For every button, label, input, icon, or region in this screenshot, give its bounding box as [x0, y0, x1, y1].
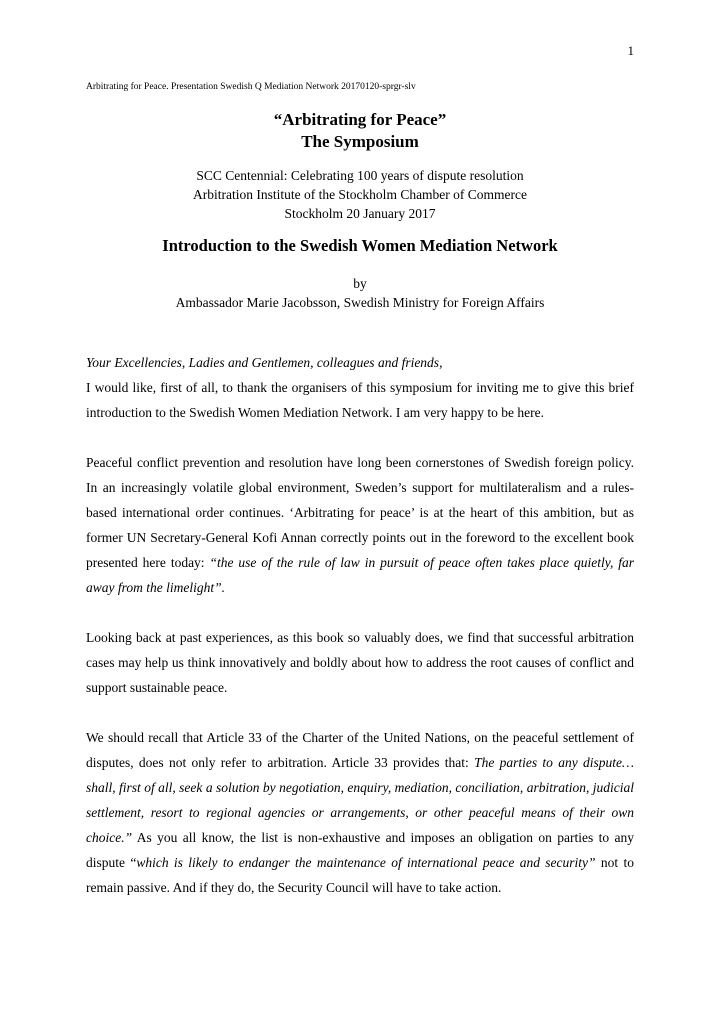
- title-line-1: “Arbitrating for Peace”: [273, 110, 447, 129]
- salutation: Your Excellencies, Ladies and Gentlemen, colleagues and friends,: [86, 355, 443, 370]
- page-number: 1: [627, 43, 634, 58]
- paragraph-4-quote-1: The parties to any dispute… shall, first of all, seek a solution by negotiation, enquiry, mediation, conciliation, arbitration, judicial settlement, resort to regional agencies or arrangements, or other peaceful means of their own choice.”: [86, 755, 634, 845]
- section-title: Introduction to the Swedish Women Mediation Network: [162, 236, 558, 255]
- byline-author: Ambassador Marie Jacobsson, Swedish Ministry for Foreign Affairs: [175, 295, 545, 310]
- paragraph-2-text: Peaceful conflict prevention and resolution have long been cornerstones of Swedish foreign policy. In an increasingly volatile global environment, Sweden’s support for multilateralism and a rules-based international order continues. ‘Arbitrating for peace’ is at the heart of this ambition, but as former UN Secretary-General Kofi Annan correctly points out in the foreword to the excellent book presented here today:: [86, 455, 634, 570]
- conference-info: [86, 166, 634, 223]
- paragraph-4-text-a: We should recall that Article 33 of the Charter of the United Nations, on the peaceful settlement of disputes, does not only refer to arbitration. Article 33 provides that:: [86, 730, 634, 770]
- byline: [86, 274, 634, 312]
- paragraph-4-text-b: As you all know, the list is non-exhaustive and imposes an obligation on parties to any dispute “: [86, 830, 634, 870]
- paragraph-3: Looking back at past experiences, as this book so valuably does, we find that successful arbitration cases may help us think innovatively and boldly about how to address the root causes of conflict and support sustainable peace.: [86, 630, 634, 695]
- title-line-2: The Symposium: [301, 132, 419, 151]
- paragraph-2-quote: “the use of the rule of law in pursuit of peace often takes place quietly, far away from the limelight”.: [86, 555, 634, 595]
- running-header: Arbitrating for Peace. Presentation Swedish Q Mediation Network 20170120-sprgr-slv: [86, 82, 416, 92]
- paragraph-4-text-c: not to remain passive. And if they do, the Security Council will have to take action.: [86, 855, 634, 895]
- paragraph-1: I would like, first of all, to thank the organisers of this symposium for inviting me to give this brief introduction to the Swedish Women Mediation Network. I am very happy to be here.: [86, 380, 634, 420]
- conference-line-2: Arbitration Institute of the Stockholm Chamber of Commerce: [192, 187, 528, 202]
- paragraph-2: [86, 450, 634, 600]
- conference-line-3: Stockholm 20 January 2017: [284, 206, 436, 221]
- title-block: [86, 109, 634, 153]
- paragraph-4-quote-2: which is likely to endanger the maintenance of international peace and security”: [136, 855, 596, 870]
- paragraph-4: [86, 725, 634, 900]
- byline-by: by: [353, 276, 367, 291]
- conference-line-1: SCC Centennial: Celebrating 100 years of dispute resolution: [196, 168, 524, 183]
- body-text: [86, 350, 634, 900]
